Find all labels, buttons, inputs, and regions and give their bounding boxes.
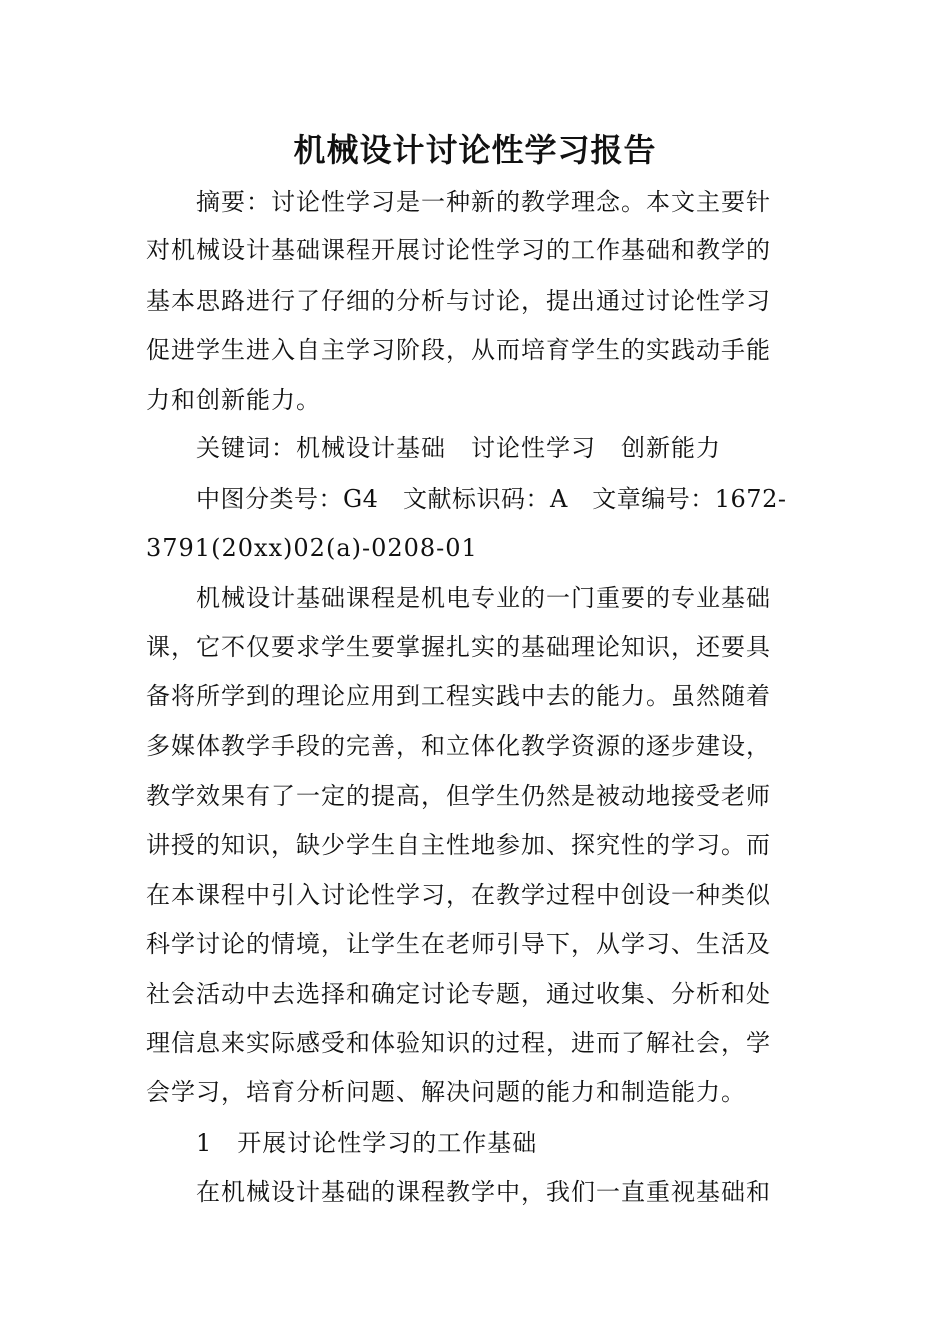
body-line-11: 会学习，培育分析问题、解决问题的能力和制造能力。 — [146, 1078, 746, 1106]
abstract-line-4: 促进学生进入自主学习阶段，从而培育学生的实践动手能 — [146, 336, 771, 364]
keywords-line: 关键词：机械设计基础 讨论性学习 创新能力 — [196, 434, 721, 462]
body-line-6: 讲授的知识，缺少学生自主性地参加、探究性的学习。而 — [146, 831, 771, 859]
abstract-line-3: 基本思路进行了仔细的分析与讨论，提出通过讨论性学习 — [146, 287, 771, 315]
body-line-3: 备将所学到的理论应用到工程实践中去的能力。虽然随着 — [146, 682, 771, 710]
body-line-4: 多媒体教学手段的完善，和立体化教学资源的逐步建设， — [146, 732, 771, 760]
body-line-7: 在本课程中引入讨论性学习，在教学过程中创设一种类似 — [146, 881, 771, 909]
body-line-2: 课，它不仅要求学生要掌握扎实的基础理论知识，还要具 — [146, 633, 771, 661]
document-title: 机械设计讨论性学习报告 — [293, 131, 657, 169]
body-line-9: 社会活动中去选择和确定讨论专题，通过收集、分析和处 — [146, 980, 771, 1008]
body-line-10: 理信息来实际感受和体验知识的过程，进而了解社会，学 — [146, 1029, 771, 1057]
section-heading-1: 1 开展讨论性学习的工作基础 — [196, 1129, 538, 1157]
body-line-5: 教学效果有了一定的提高，但学生仍然是被动地接受老师 — [146, 782, 771, 810]
classification-line-2: 3791(20xx)02(a)-0208-01 — [146, 534, 478, 562]
section-body-line-1: 在机械设计基础的课程教学中，我们一直重视基础和 — [196, 1178, 771, 1206]
abstract-line-2: 对机械设计基础课程开展讨论性学习的工作基础和教学的 — [146, 236, 771, 264]
body-line-8: 科学讨论的情境，让学生在老师引导下，从学习、生活及 — [146, 930, 771, 958]
classification-line-1: 中图分类号：G4 文献标识码：A 文章编号：1672- — [196, 485, 787, 513]
abstract-line-5: 力和创新能力。 — [146, 386, 321, 414]
body-line-1: 机械设计基础课程是机电专业的一门重要的专业基础 — [196, 584, 771, 612]
abstract-line-1: 摘要：讨论性学习是一种新的教学理念。本文主要针 — [196, 188, 771, 216]
